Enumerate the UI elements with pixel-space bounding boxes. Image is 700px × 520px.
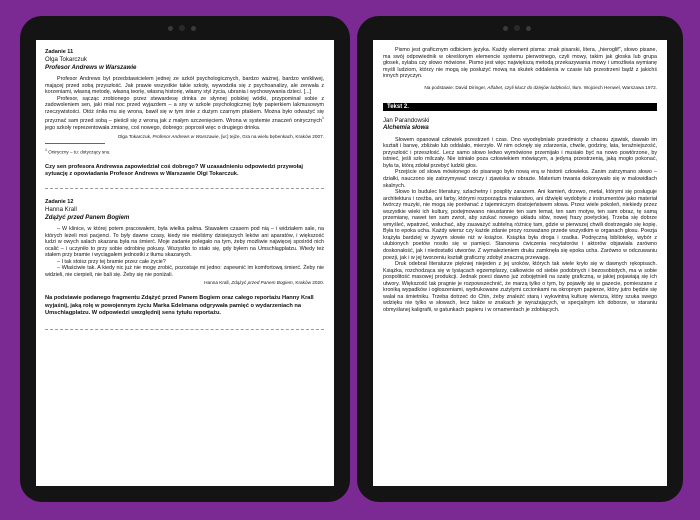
text2-label-bar: Tekst 2. (383, 103, 657, 111)
task12-heading: Zadanie 12 (45, 199, 74, 206)
task11-paragraph-2: Profesor, sącząc zrobionego przez stewardesę drinka ze słynnej polskiej wódki, przypominał sobie z zadowoleniem sen, jaki miał noc przed wyjazdem – a sny w szkole psychologicznej były papierkiem lakmusowym rzeczywistości. Otóż śniła mu się wrona, bawił się w tym śnie z dużym czarnym ptakiem. Można było odważyć się przyznać sam przed sobą – pieścił się z wroną jak z małym szczenięciem. Wrona w systemie znaczeń onirycznych$^1$ jego szkoły reprezentowała zmianę, coś nowego, dobrego: poprosił więc o drugiego drinka. (45, 95, 324, 131)
text2-paragraph-2: Przejście od słowa mówionego do pisanego było nową erą w historii człowieka. Zanim zatrzymano słowo – działki, nauczono się zatrzymywać rzeczy i zjawiska w obrazie. Materium trwania dokonywało się w malowidłach skalnych. (383, 169, 657, 189)
intro-paragraph: Pismo jest graficznym odbiciem języka. Każdy element pisma: znak pisarski, litera, „hieroglif”, słowo pisane, ma swój odpowiednik w określonym elemencie systemu pierwotnego, czyli mowy, takim jak głoska lub grupa głosek, sylaba czy słowo mówione. Pismo jest więc największą metodą przekazywania mowy i umożliwia wymianę myśli ludziom, którzy nie mogą się posłużyć mową na skutek oddalenia w czasie lub przestrzeni bądź z jakichś innych przyczyn. (383, 47, 657, 80)
task11-author: Olga Tokarczuk (45, 56, 87, 63)
left-page (36, 40, 334, 486)
task11-source: Olga Tokarczuk, Profesor Andrews w Warszawie, [w:] tejże, Gra na wielu bębenkach, Kraków 2007. (117, 134, 324, 140)
task12-paragraph-2: – I tak stoisz przy tej bramie przez całe życie? (57, 258, 166, 265)
task11-footnote: $^1$ Oniryczny – tu: dotyczący snu. (45, 148, 111, 155)
right-page (373, 40, 667, 486)
task11-question: Czy sen profesora Andrewsa zapowiedział coś dobrego? W uzasadnieniu odpowiedzi przywołaj sytuację z opowiadania Profesor Andrews w Warszawie Olgi Tokarczuk. (45, 163, 303, 177)
task12-paragraph-1: – W klinice, w której potem pracowałem, była wielka palma. Stawałem czasem pod nią – i widziałem sale, na których leżeli moi pacjenci. To były dawne czasy, kiedy nie mieliśmy dzisiejszych leków ani aparatów, i większość ludzi w owych salach skazana była na śmierć. Moje zadanie polegało na tym, żeby możliwie najwięcej spośród nich ocalić – i uczyniło to przy sobie odrobinę pokusy. Wszystko to stało się, gdy byłem na Umschlagplatzu. Wtedy też stałem przy bramie i wyciągałem jednostki z tłumu skazanych. (45, 226, 324, 259)
task11-paragraph-1: Profesor Andrews był przedstawicielem jednej ze szkół psychologicznych, bardzo ważnej, bardzo wnikliwej, mającej przed sobą przyszłość. Jak prawie wszystkie takie szkoły, wywodziła się z psychoanalizy, ale zerwała z korzeniami, własną metodę, własną teorię, własną historię, własny styl życia, ubrania i wychowywania dzieci. [...] (45, 76, 324, 96)
task11-title: Profesor Andrews w Warszawie (45, 63, 137, 71)
footnote-divider (45, 143, 105, 144)
right-tablet (357, 16, 683, 502)
text2-paragraph-3: Słowo to budulec literatury, szlachetny i posplity zarazem. Ani kamień, drzewo, metal, którymi się posługuje architektura i rzeźba, ani farby, którymi rozporządza malarstwo, ani dźwięki wydobyte z instrumentów jako materiał twórczy muzyki, nie mogą się porównać z tajemniczym dostojeństwem słowa. Przez wiele pokoleń, niekiedy przez wszystkie wieki ich kultury, podejmowano nieustannie ten sam temat, ten sam motyw, ten sam obraz, tę samą przemianę, nawet ten sam zwrot, aby szukać nowego układu słów, nowej frazy poetyckiej. Trzeba się dobrze wmyśleć, wpatrzeć, wsłuchać, aby zauważyć subtelną różnicę tam, gdzie w pierwszej chwili dostrzegało się kopię. Była to epoka ucha. Każdy wiersz czy każde zdanie prozy rozważano przede wszystkim w organach głosu. Poezja krążyła bardziej w żywym słowie niż w książce. Książka była droga i rzadka. Podręczną bibliotekę, wybór z ulubionych poetów nosiło się w pamięci. Stanowna ćwiczenia recytatorów i aktorów objawiała zarówno doskonałość, jak i niedostatki utworów. Z wymalezieniem druku zamknęła się epoka ucha. Zarówno w odczuwaniu poezji, jak i w jej tworzeniu kształt graficzny zdobył znaczną przewagę. (383, 189, 657, 261)
text2-body (383, 137, 657, 314)
front-camera (168, 24, 196, 32)
intro-source: Na podstawie: David Diringer, Alfabet, czyli klucz do dziejów ludzkości, tłum. Wojciech Henwel, Warszawa 1972. (424, 84, 657, 90)
task12-paragraph-3: – Właściwie tak. A kiedy nic już nie mogę zrobić, pozostaje mi jedno: zapewnić im komfortową śmierć. Żeby nie widzieli, nie cierpieli, nie bali się. Żeby się nie poniżali. (45, 265, 324, 278)
answer-line[interactable] (45, 188, 324, 189)
answer-line[interactable] (45, 329, 324, 330)
text2-paragraph-1: Słowem opanował człowiek przestrzeń i czas. Ono wyodrębniało przedmioty z chaosu zjawisk, dawało im kształt i barwę, zbliżało lub oddalało, mierzyło. W nim ocknęły się zdarzenia, chwile, godziny, lata, teraźniejszość, przyszłość i przeszłość. Lecz samo słowo ledwo wymówione przemijało i musiało być na nowo powtórzone, by istnieć, jeśli szło milczały. Nie istniało poza człowiekiem mówiącym, a jedyną przestrzenią, jaką mogło pokonać, była ta, którą zdołał przebyć ludzki głos. (383, 136, 657, 169)
task12-title: Zdążyć przed Panem Bogiem (45, 213, 130, 221)
task12-source: Hanna Krall, Zdążyć przed Panem Bogiem, Kraków 2020. (204, 280, 324, 286)
text2-author: Jan Parandowski (383, 116, 430, 124)
left-tablet (20, 16, 350, 502)
text2-paragraph-4: Druk odebrał literaturze piękniej niejeden z jej uroków, których tak wiele kryło się w dawnych rękopisach. Książka, rozchodząca się w tysiącach egzemplarzy, całkowicie od siebie podobnych i bezosobistych, ma w sobie pospolitość masowej produkcji. Jednak poeci dawno już zobojętnieli na szatę graficzną, w jakiej pojawiają się ich utwory. Większość tak pragnie je rozpowszechnić, że marzą tylko o tym, by pojawiły się w gazecie, pomieszane z kroniką wypadków i ogłoszeniami, wydrukowane zużytymi czcionkami na okropnym papierze, który jutro będzie się walał na śmietniku. Trzeba dotrzeć do Chin, żeby znaleźć starą i wykwintną kulturę wiersza, który szuka swego wdzięku nie tylko w słowach, lecz także w znakach je wyrażających, w specjalnym ich doborze, w staraniu obmyślanej kaligrafii, w gatunkach papieru i w ornamentach je zdobiących. (383, 261, 657, 313)
task12-author: Hanna Krall (45, 206, 77, 214)
task12-question: Na podstawie podanego fragmentu Zdążyć przed Panem Bogiem oraz całego reportażu Hanny Krall wyjaśnij, jaką rolę w powojennym życiu Marka Edelmana odgrywała pamięć o wydarzeniach na Umschlagplatzu. W odpowiedzi uwzględnij sens tytułu reportażu. (45, 295, 314, 316)
front-camera (503, 24, 531, 32)
text2-title: Alchemia słowa (383, 124, 429, 132)
task11-heading: Zadanie 11 (45, 49, 74, 55)
